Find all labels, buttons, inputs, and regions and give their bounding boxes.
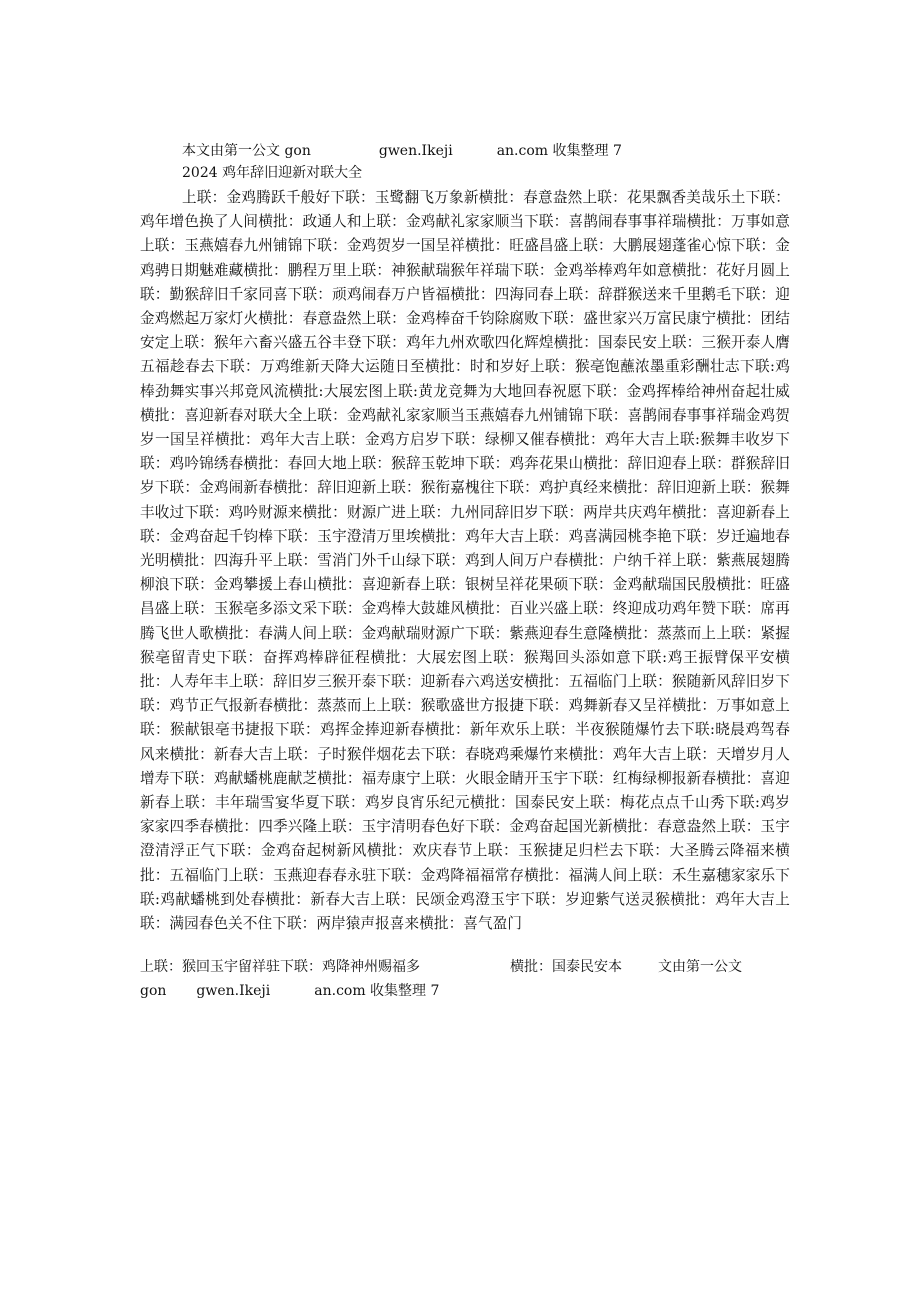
- tail-line-2-part-3: an.com 收集整理 7: [314, 983, 440, 999]
- header-part-2: gwen.Ikeji: [378, 143, 453, 159]
- tail-line-1-part-2: 横批：国泰民安本: [510, 959, 622, 975]
- tail-line-1-part-3: 文由第一公文: [658, 959, 742, 975]
- couplets-body-paragraph: 上联：金鸡腾跃千般好下联：玉鹭翻飞万象新横批：春意盎然上联：花果飘香美哉乐土下联：鸡年增色换了人间横批：政通人和上联：金鸡献礼家家顺当下联：喜鹊闹春事事祥瑞横批：万事如意上联：玉燕嬉春九州铺锦下联：金鸡贺岁一国呈祥横批：旺盛昌盛上联：大鹏展翅蓬雀心惊下联：金鸡骋日期魅难藏横批：鹏程万里上联：神猴献瑞猴年祥瑞下联：金鸡举棒鸡年如意横批：花好月圆上联：勤猴辞旧千家同喜下联：顽鸡闹春万户皆福横批：四海同春上联：辞群猴送来千里鹅毛下联：迎金鸡燃起万家灯火横批：春意盎然上联：金鸡棒奋千钧除腐败下联：盛世家兴万富民康宁横批：团结安定上联：猴年六畜兴盛五谷丰登下联：鸡年九州欢歌四化辉煌横批：国泰民安上联：三猴开泰人膺五福趁春去下联：万鸡维新天降大运随日至横批：时和岁好上联：猴亳饱蘸浓墨重彩酬壮志下联:鸡棒劲舞实事兴邦竟风流横批:大展宏图上联:黄龙竞舞为大地回春祝愿下联：金鸡挥棒给神州奋起壮威横批：喜迎新春对联大全上联：金鸡献礼家家顺当玉燕嬉春九州铺锦下联：喜鹊闹春事事祥瑞金鸡贺岁一国呈祥横批：鸡年大吉上联：金鸡方启岁下联：绿柳又催春横批：鸡年大吉上联:猴舞丰收岁下联：鸡吟锦绣春横批：春回大地上联：猴辞玉乾坤下联：鸡奔花果山横批：辞旧迎春上联：群猴辞旧岁下联：金鸡闹新春横批：辞旧迎新上联：猴衔嘉槐往下联：鸡护真经来横批：辞旧迎新上联：猴舞丰收过下联：鸡吟财源来横批：财源广进上联：九州同辞旧岁下联：两岸共庆鸡年横批：喜迎新春上联：金鸡奋起千钧棒下联：玉宇澄清万里埃横批：鸡年大吉上联：鸡喜满园桃李艳下联：岁迁遍地春光明横批：四海升平上联：雪消门外千山绿下联：鸡到人间万户春横批：户纳千祥上联：紫燕展翅腾柳浪下联：金鸡攀援上春山横批：喜迎新春上联：银树呈祥花果硕下联：金鸡献瑞国民殷横批：旺盛昌盛上联：玉猴亳多添文采下联：金鸡棒大鼓雄风横批：百业兴盛上联：终迎成功鸡年赞下联：席再腾飞世人歌横批：春满人间上联：金鸡献瑞财源广下联：紫燕迎春生意隆横批：蒸蒸而上上联：紧握猴亳留青史下联：奋挥鸡棒辟征程横批：大展宏图上联：猴羯回头添如意下联:鸡王振臂保平安横批：人寿年丰上联：辞旧岁三猴开泰下联：迎新春六鸡送安横批：五福临门上联：猴随新风辞旧岁下联：鸡节正气报新春横批：蒸蒸而上上联：猴歌盛世方报捷下联：鸡舞新春又呈祥横批：万事如意上联：猴献银亳书捷报下联：鸡挥金捧迎新春横批：新年欢乐上联：半夜猴随爆竹去下联:晓晨鸡驾春风来横批：新春大吉上联：子时猴伴烟花去下联：春晓鸡乘爆竹来横批：鸡年大吉上联：天增岁月人增寿下联：鸡献蟠桃鹿献芝横批：福寿康宁上联：火眼金睛开玉宇下联：红梅绿柳报新春横批：喜迎新春上联：丰年瑞雪宴华夏下联：鸡岁良宵乐纪元横批：国泰民安上联：梅花点点千山秀下联:鸡岁家家四季春横批：四季兴隆上联：玉宇清明春色好下联：金鸡奋起国光新横批：春意盎然上联：玉宇澄清浮正气下联：金鸡奋起树新风横批：欢庆春节上联：玉猴捷足归栏去下联：大圣腾云降福来横批：五福临门上联：玉燕迎春春永驻下联：金鸡降福福常存横批：福满人间上联：禾生嘉穗家家乐下联:鸡献蟠桃到处春横批：新春大吉上联：民颂金鸡澄玉宇下联：岁迎紫气送灵猴横批：鸡年大吉上联：满园春色关不住下联：两岸猿声报喜来横批：喜气盈门: [140, 189, 790, 933]
- header-source-line: [182, 142, 622, 160]
- document-title: 2024 鸡年辞旧迎新对联大全: [182, 165, 363, 181]
- tail-line-2-part-2: gwen.Ikeji: [196, 983, 271, 999]
- tail-line-2: [140, 982, 439, 1000]
- header-part-3: an.com 收集整理 7: [496, 143, 622, 159]
- header-part-1: 本文由第一公文 gon: [182, 143, 311, 159]
- tail-line-1: [140, 958, 742, 976]
- tail-line-1-part-1: 上联：猴回玉宇留祥驻下联：鸡降神州赐福多: [140, 959, 420, 975]
- tail-line-2-part-1: gon: [140, 983, 167, 999]
